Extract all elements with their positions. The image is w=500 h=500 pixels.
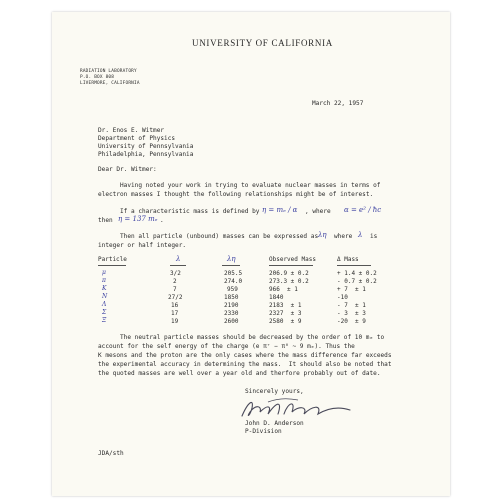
alpha-formula: α = e² / ħc: [344, 206, 382, 214]
delta-cell: - 0.7 ± 0.2: [337, 278, 377, 285]
observed-cell: 966 ± 1: [269, 286, 298, 293]
handwritten-signature: [238, 394, 358, 422]
delta-cell: + 7 ± 1: [337, 286, 366, 293]
particle-symbol: Σ: [102, 309, 107, 316]
paragraph-4-line: the quoted masses are well over a year old and therfore probably out of date.: [98, 370, 381, 377]
delta-cell: + 1.4 ± 0.2: [337, 270, 377, 277]
lambda-cell: 16: [171, 302, 179, 309]
paragraph-4-line: K mesons and the proton are the only cases where the mass difference far exceeds: [98, 352, 392, 359]
delta-cell: - 3 ± 3: [337, 310, 366, 317]
eta-formula: η = mₑ / α: [262, 206, 298, 214]
paragraph-1-line: Having noted your work in trying to evaluate nuclear masses in terms of: [120, 182, 381, 189]
lab-pobox: P.O. BOX 808: [80, 75, 115, 80]
paragraph-4-line: the experimental accuracy in determining the mass. It should also be noted that: [98, 361, 392, 368]
col-header-observed: Observed Mass: [269, 256, 316, 263]
particle-symbol: K: [102, 285, 107, 292]
col-header-lambda: λ: [176, 255, 181, 263]
recipient-line: Department of Physics: [98, 135, 176, 142]
lambda-eta-cell: 205.5: [224, 270, 243, 277]
lambda-cell: 17: [171, 310, 179, 317]
lambda-cell: 27/2: [168, 294, 183, 301]
lambda-symbol: λ: [358, 231, 363, 239]
observed-cell: 2580 ± 9: [269, 318, 302, 325]
lambda-eta-cell: 959: [227, 286, 238, 293]
lambda-cell: 7: [173, 286, 177, 293]
paragraph-4-line: The neutral particle masses should be decreased by the order of 10 mₑ to: [120, 334, 385, 341]
paragraph-4-line: account for the self energy of the charge (e π⁺ − π⁰ ~ 9 mₑ). Thus the: [98, 343, 355, 350]
lambda-eta-cell: 2190: [224, 302, 239, 309]
header-underline: [170, 265, 186, 266]
col-header-delta: Δ Mass: [337, 256, 359, 263]
particle-symbol: Λ: [102, 301, 107, 308]
col-header-lambda-eta: λη: [227, 255, 236, 263]
lambda-eta-cell: 274.0: [224, 278, 243, 285]
recipient-line: Philadelphia, Pennsylvania: [98, 151, 194, 158]
header-underline: [337, 265, 371, 266]
delta-cell: - 7 ± 1: [337, 302, 366, 309]
lambda-cell: 3/2: [170, 270, 181, 277]
paragraph-2-text: , where: [305, 208, 331, 215]
paragraph-2-text: .: [160, 217, 164, 224]
recipient-line: University of Pennsylvania: [98, 143, 194, 150]
header-underline: [98, 265, 126, 266]
lambda-eta-cell: 1850: [224, 294, 239, 301]
paragraph-2-text: then: [98, 217, 113, 224]
eta-value-formula: η = 137 mₑ: [118, 215, 158, 223]
institution-heading: UNIVERSITY OF CALIFORNIA: [192, 38, 333, 48]
signer-department: P-Division: [245, 428, 282, 435]
paragraph-1-line: electron masses I thought the following relationships might be of interest.: [98, 191, 374, 198]
lab-city: LIVERMORE, CALIFORNIA: [80, 81, 140, 86]
paragraph-3-text: integer or half integer.: [98, 242, 187, 249]
particle-symbol: π: [102, 277, 106, 284]
particle-symbol: μ: [102, 269, 106, 276]
particle-symbol: N: [102, 293, 108, 300]
paragraph-3-text: Then all particle (unbound) masses can be expressed as: [120, 233, 319, 240]
header-underline: [222, 265, 240, 266]
observed-cell: 2183 ± 1: [269, 302, 302, 309]
paragraph-3-text: is: [370, 233, 378, 240]
header-underline: [269, 265, 313, 266]
letter-date: March 22, 1957: [312, 100, 364, 107]
observed-cell: 206.9 ± 0.2: [269, 270, 309, 277]
lambda-cell: 19: [171, 318, 179, 325]
observed-cell: 1840: [269, 294, 284, 301]
letter-page: [52, 12, 450, 496]
lambda-eta-formula: λη: [318, 231, 327, 239]
lambda-cell: 2: [173, 278, 177, 285]
paragraph-2-text: If a characteristic mass is defined by: [120, 208, 260, 215]
lambda-eta-cell: 2330: [224, 310, 239, 317]
particle-symbol: Ξ: [102, 317, 107, 324]
salutation: Dear Dr. Witmer:: [98, 166, 157, 173]
col-header-particle: Particle: [98, 256, 127, 263]
lab-name: RADIATION LABORATORY: [80, 69, 137, 74]
recipient-line: Dr. Enos E. Witmer: [98, 127, 165, 134]
observed-cell: 273.3 ± 0.2: [269, 278, 309, 285]
delta-cell: -10: [337, 294, 348, 301]
lambda-eta-cell: 2600: [224, 318, 239, 325]
signer-name: John D. Anderson: [245, 420, 304, 427]
delta-cell: -20 ± 9: [337, 318, 366, 325]
observed-cell: 2327 ± 3: [269, 310, 302, 317]
paragraph-3-text: where: [334, 233, 353, 240]
typist-initials: JDA/sth: [98, 450, 124, 457]
closing: Sincerely yours,: [245, 388, 304, 395]
